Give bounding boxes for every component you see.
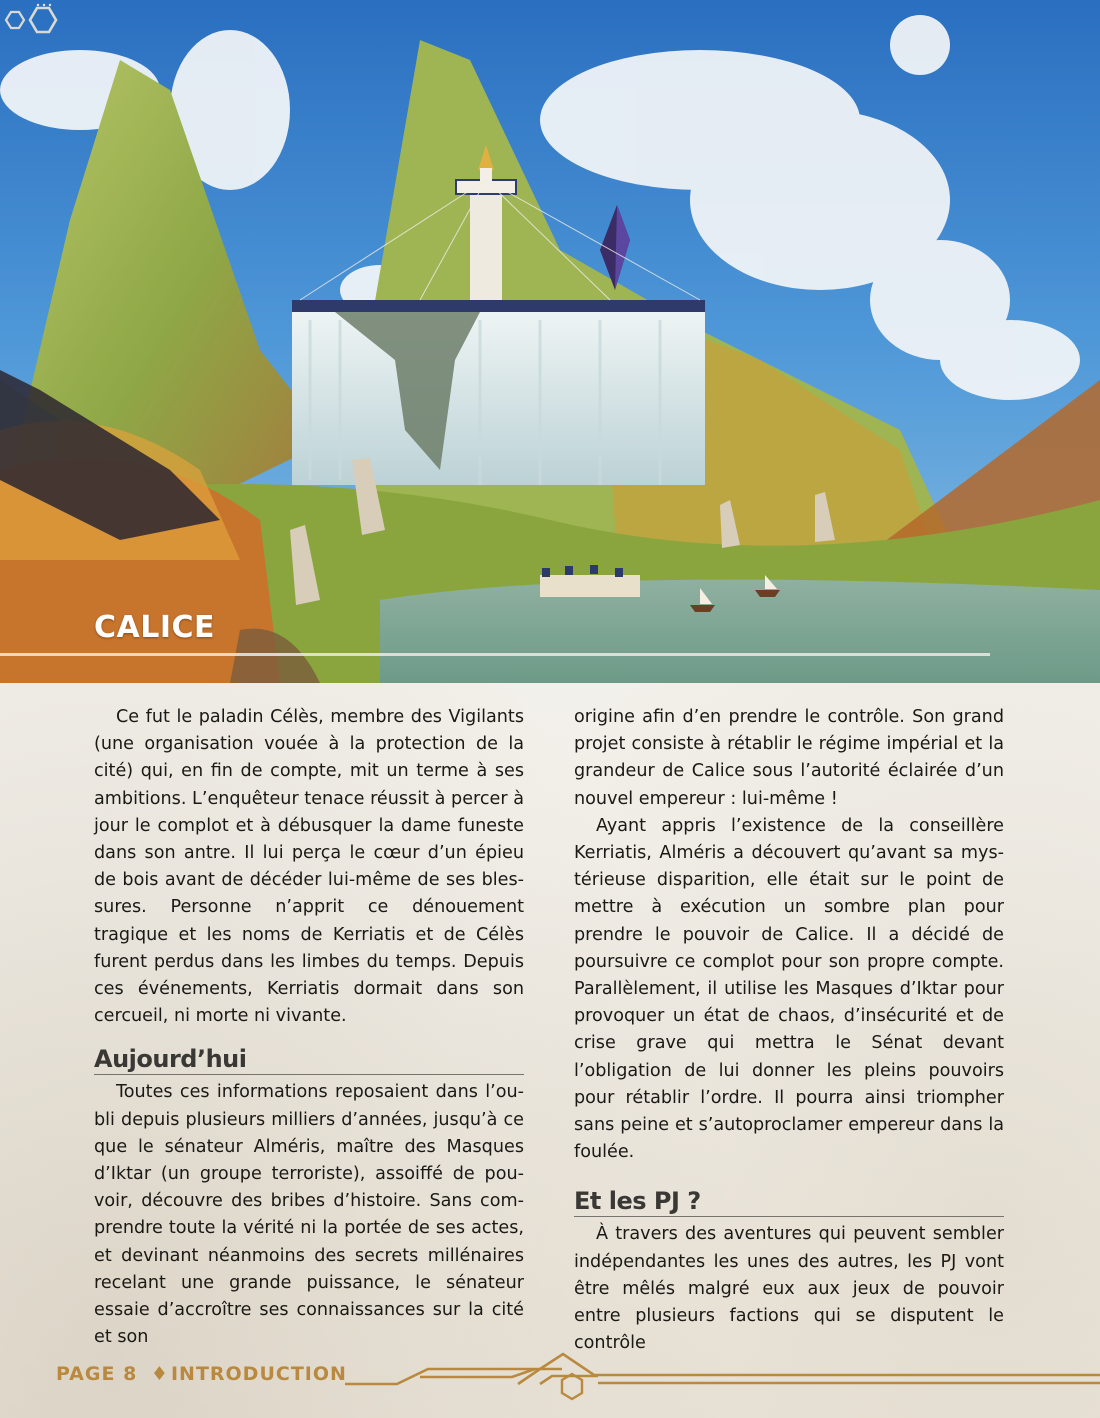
hexagon-ornament-icon [0, 0, 60, 36]
section-heading-et-les-pj: Et les PJ ? [574, 1186, 1004, 1217]
page-footer [56, 1363, 347, 1385]
section-name: INTRODUCTION [170, 1363, 347, 1385]
paragraph: À travers des aventures qui peuvent sembler indépendantes les unes des autres, les PJ vont être mêlés malgré eux aux jeux de pouvoir entre plusieurs factions qui se disputent le contrôle [574, 1224, 1004, 1354]
hero-divider [0, 653, 990, 656]
page-number: PAGE 8 [56, 1363, 138, 1385]
hero-title: CALICE [94, 610, 216, 645]
paragraph: Ayant appris l’existence de la conseillère Kerriatis, Alméris a découvert qu’avant sa mystérieuse disparition, elle était sur le point de mettre à exécution un sombre plan pour prendre le pouvoir de Calice. Il a décidé de poursuivre ce complot pour son propre compte. Parallèlement, il utilise les Masques d’Iktar pour provoquer un état de chaos, d’insécurité et de crise grave qui mettra le Sénat devant l’obligation de lui donner les pleins pouvoirs pour rétablir l’ordre. Il pourra ainsi triompher sans peine et s’autoproclamer empereur dans la foulée. [574, 815, 1004, 1163]
left-column [94, 704, 524, 1351]
section-heading-aujourdhui: Aujourd’hui [94, 1044, 524, 1075]
hero-illustration [0, 0, 1100, 683]
paragraph: Ce fut le paladin Célès, membre des Vigilants (une organisation vouée à la protection de la cité) qui, en fin de compte, mit un terme à ses ambitions. L’enquêteur tenace réussit à percer à jour le complot et à débusquer la dame funeste dans son antre. Il lui perça le cœur d’un épieu de bois avant de décéder lui-même de ses blessures. Personne n’apprit ce dénouement tragique et les noms de Kerriatis et de Célès furent perdus dans les limbes du temps. Depuis ces événements, Kerriatis dormait dans son cercueil, ni morte ni vivante. [94, 707, 524, 1027]
diamond-icon: ♦ [150, 1363, 169, 1385]
paragraph: origine afin d’en prendre le contrôle. Son grand projet consiste à rétablir le régime impérial et la grandeur de Calice sous l’autorité éclairée d’un nouvel empereur : lui-même ! [574, 707, 1004, 809]
hexagon-icon [562, 1374, 582, 1399]
paragraph: Toutes ces informations reposaient dans l’oubli depuis plusieurs milliers d’années, jusqu’à ce que le sénateur Alméris, maître des Masques d’Iktar (un groupe terroriste), assoiffé de pouvoir, découvre des bribes d’histoire. Sans comprendre toute la vérité ni la portée de ses actes, et devinant néanmoins des secrets millénaires recelant une grande puissance, le sénateur essaie d’accroître ses connaissances sur la cité et son [94, 1082, 524, 1348]
city-painting [0, 0, 1100, 683]
right-column [574, 704, 1004, 1357]
